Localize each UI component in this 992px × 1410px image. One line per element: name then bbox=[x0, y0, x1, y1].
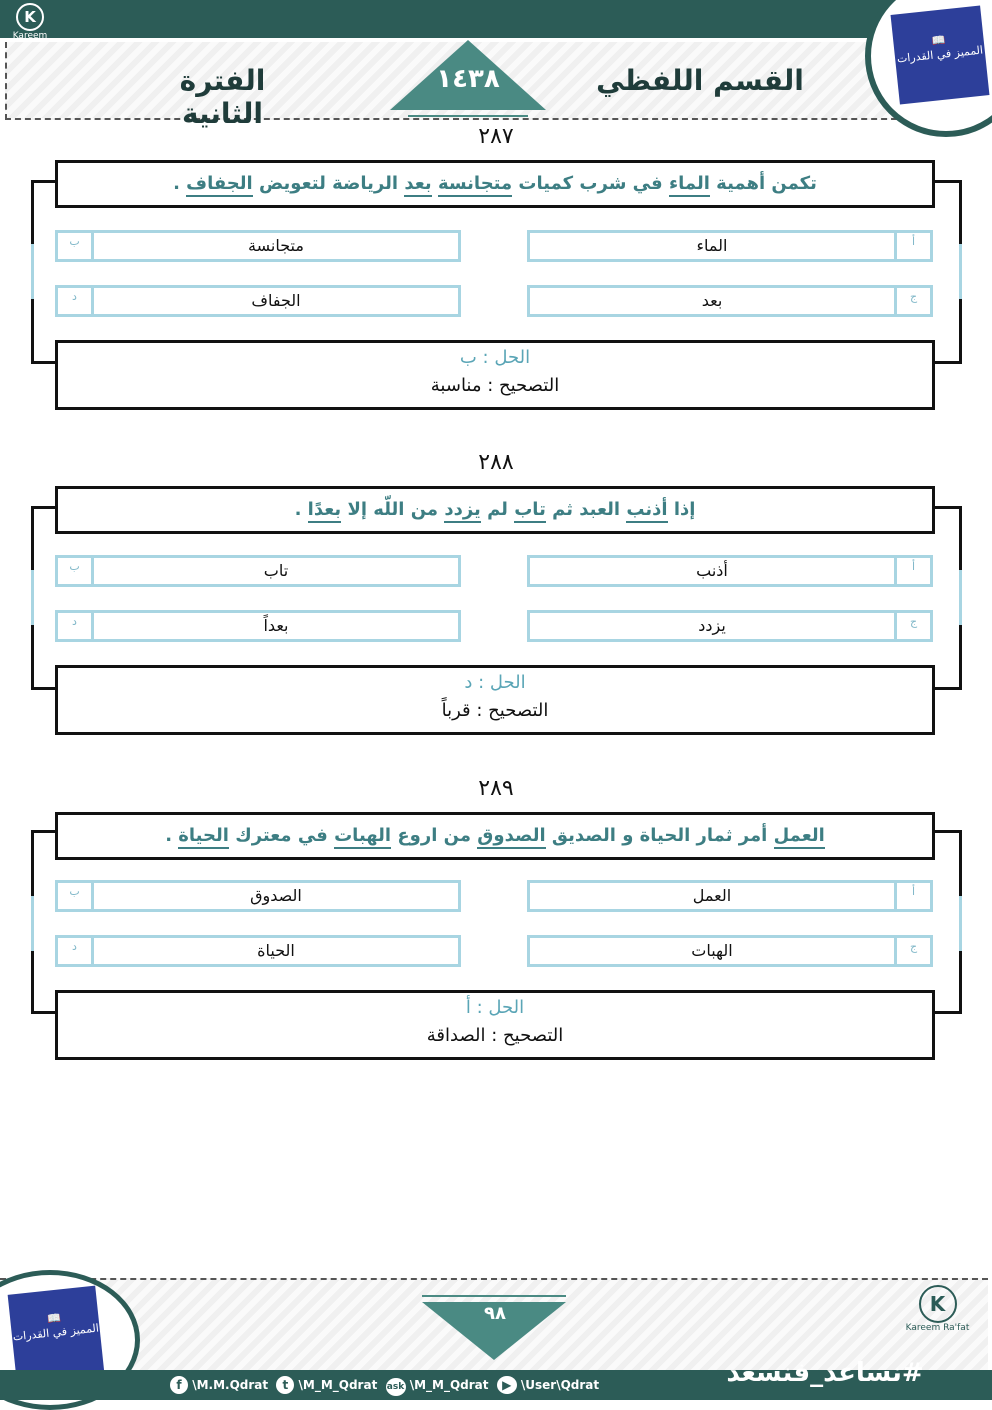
option-c-letter: ج bbox=[894, 938, 930, 964]
option-c-letter: ج bbox=[894, 613, 930, 639]
option-d[interactable] bbox=[55, 285, 461, 317]
underlined-word: الحياة bbox=[178, 825, 229, 849]
underlined-word: أذنب bbox=[626, 499, 667, 523]
ask-icon[interactable]: ask bbox=[386, 1378, 406, 1396]
option-a-text: أذنب bbox=[696, 561, 728, 580]
option-d-text: الحياة bbox=[257, 941, 295, 960]
underlined-word: الهبات bbox=[334, 825, 391, 849]
ask-handle[interactable]: \M_M_Qdrat bbox=[409, 1378, 489, 1392]
stem-text: . bbox=[173, 173, 187, 194]
solution-label: الحل : أ bbox=[465, 997, 525, 1018]
footer-book-logo bbox=[8, 1286, 105, 1383]
stem-text: تكمن أهمية bbox=[709, 173, 817, 194]
stem-text: . bbox=[165, 825, 179, 846]
underlined-word: الماء bbox=[669, 173, 710, 197]
book-icon: 📖 bbox=[46, 1311, 62, 1326]
option-c-text: بعد bbox=[701, 291, 723, 310]
option-b[interactable] bbox=[55, 230, 461, 262]
option-b[interactable] bbox=[55, 880, 461, 912]
underlined-word: يزدد bbox=[444, 499, 480, 523]
option-b-letter: ب bbox=[58, 233, 94, 259]
question-number-288: ٢٨٨ bbox=[478, 450, 514, 475]
option-a[interactable] bbox=[527, 880, 933, 912]
facebook-handle[interactable]: \M.M.Qdrat bbox=[192, 1378, 269, 1392]
option-b-text: تاب bbox=[263, 561, 289, 580]
hashtag-label: #نساعد_فنسعد bbox=[726, 1358, 924, 1388]
option-c-text: الهبات bbox=[691, 941, 733, 960]
footer-corner-logo-text: المميز في القدرات bbox=[12, 1321, 100, 1344]
solution-label: الحل : ب bbox=[459, 347, 531, 368]
k-letter-icon: K bbox=[16, 3, 44, 31]
footer-kareem-logo bbox=[900, 1285, 975, 1351]
stem-text: الرياضة لتعويض bbox=[252, 173, 405, 194]
option-c[interactable] bbox=[527, 285, 933, 317]
underlined-word: تاب bbox=[514, 499, 546, 523]
option-b-letter: ب bbox=[58, 883, 94, 909]
answer-box bbox=[55, 340, 935, 410]
corner-logo-text: المميز في القدرات bbox=[896, 43, 984, 66]
option-d-text: الجفاف bbox=[251, 291, 301, 310]
option-c[interactable] bbox=[527, 610, 933, 642]
option-a[interactable] bbox=[527, 230, 933, 262]
option-d-text: بعداً bbox=[263, 616, 289, 635]
question-stem bbox=[55, 486, 935, 534]
stem-text: من اروع bbox=[391, 825, 478, 846]
option-d[interactable] bbox=[55, 935, 461, 967]
corner-book-logo bbox=[891, 6, 990, 105]
option-c-text: يزدد bbox=[698, 616, 726, 635]
stem-text bbox=[432, 173, 438, 194]
period-title: الفترة الثانية bbox=[179, 64, 266, 130]
stem-text: إذا bbox=[667, 499, 696, 520]
option-c[interactable] bbox=[527, 935, 933, 967]
option-a-letter: أ bbox=[894, 233, 930, 259]
stem-text: من اللّه إلا bbox=[341, 499, 445, 520]
underlined-word: العمل bbox=[774, 825, 825, 849]
underlined-word: بعدًا bbox=[308, 499, 342, 523]
stem-text: أمر ثمار الحياة و الصديق bbox=[545, 825, 774, 846]
correction-label: التصحيح : قرباً bbox=[441, 700, 549, 721]
facebook-icon[interactable]: f bbox=[170, 1376, 188, 1394]
question-number-287: ٢٨٧ bbox=[478, 124, 514, 149]
kareem-logo bbox=[4, 2, 56, 41]
kareem-logo-text: Kareem bbox=[12, 31, 48, 41]
correction-label: التصحيح : مناسبة bbox=[430, 375, 560, 396]
youtube-icon[interactable]: ▶ bbox=[497, 1376, 517, 1394]
option-d[interactable] bbox=[55, 610, 461, 642]
stem-text: . bbox=[294, 499, 308, 520]
page-badge-shape bbox=[412, 1290, 576, 1362]
solution-label: الحل : د bbox=[464, 672, 526, 693]
stem-text: في شرب كميات bbox=[512, 173, 669, 194]
header-band bbox=[0, 0, 992, 38]
option-b-text: متجانسة bbox=[248, 236, 304, 255]
option-c-letter: ج bbox=[894, 288, 930, 314]
question-number-289: ٢٨٩ bbox=[478, 776, 514, 801]
answer-box bbox=[55, 990, 935, 1060]
section-title: القسم اللفظي bbox=[596, 64, 804, 97]
question-stem bbox=[55, 160, 935, 208]
youtube-handle[interactable]: \User\Qdrat bbox=[520, 1378, 600, 1392]
twitter-icon[interactable]: t bbox=[276, 1376, 294, 1394]
option-d-letter: د bbox=[58, 288, 94, 314]
option-a-letter: أ bbox=[894, 558, 930, 584]
option-b[interactable] bbox=[55, 555, 461, 587]
year-label: ١٤٣٨ bbox=[436, 64, 500, 94]
stem-text: لم bbox=[480, 499, 515, 520]
question-stem bbox=[55, 812, 935, 860]
correction-label: التصحيح : الصداقة bbox=[426, 1025, 564, 1046]
twitter-handle[interactable]: \M_M_Qdrat bbox=[298, 1378, 378, 1392]
option-a-text: الماء bbox=[696, 236, 728, 255]
option-b-text: الصدوق bbox=[250, 886, 302, 905]
option-a-letter: أ bbox=[894, 883, 930, 909]
answer-box bbox=[55, 665, 935, 735]
option-d-letter: د bbox=[58, 613, 94, 639]
underlined-word: متجانسة bbox=[438, 173, 512, 197]
option-a[interactable] bbox=[527, 555, 933, 587]
k-letter-icon: K bbox=[919, 1285, 957, 1323]
page-number: ٩٨ bbox=[484, 1303, 506, 1324]
social-links bbox=[170, 1376, 630, 1396]
underlined-word: بعد bbox=[404, 173, 431, 197]
stem-text: العبد ثم bbox=[545, 499, 627, 520]
underlined-word: الصدوق bbox=[477, 825, 545, 849]
footer-logo-text: Kareem Ra'fat bbox=[905, 1323, 970, 1333]
option-d-letter: د bbox=[58, 938, 94, 964]
book-icon: 📖 bbox=[930, 33, 946, 48]
underlined-word: الجفاف bbox=[186, 173, 253, 197]
option-b-letter: ب bbox=[58, 558, 94, 584]
stem-text: في معترك bbox=[228, 825, 335, 846]
option-a-text: العمل bbox=[692, 886, 732, 905]
